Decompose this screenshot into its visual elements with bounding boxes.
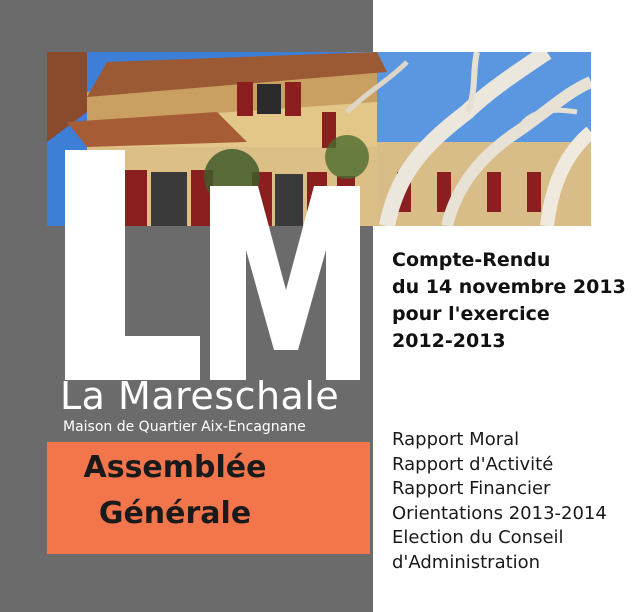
agenda-item: Election du Conseil [392, 527, 564, 548]
agenda-item: d'Administration [392, 551, 541, 573]
banner-title-line2: Générale [98, 496, 252, 531]
compte-rendu-line: Compte-Rendu [392, 249, 551, 271]
agenda-list [392, 428, 607, 575]
compte-rendu-line: du 14 novembre 2013 [392, 276, 626, 298]
agenda-item: Orientations 2013-2014 [392, 502, 607, 524]
brand-subtitle: Maison de Quartier Aix-Encagnane [63, 419, 306, 435]
compte-rendu-heading [392, 247, 626, 355]
brand-name: La Mareschale [60, 374, 340, 418]
agenda-item: Rapport d'Activité [392, 453, 554, 475]
banner-title-line1: Assemblée [83, 450, 267, 485]
agenda-item: Rapport Financier [392, 478, 551, 499]
logo-letters-lm [60, 150, 370, 390]
agenda-item: Rapport Moral [392, 429, 520, 450]
compte-rendu-line: pour l'exercice [392, 303, 550, 325]
compte-rendu-line: 2012-2013 [392, 330, 506, 352]
